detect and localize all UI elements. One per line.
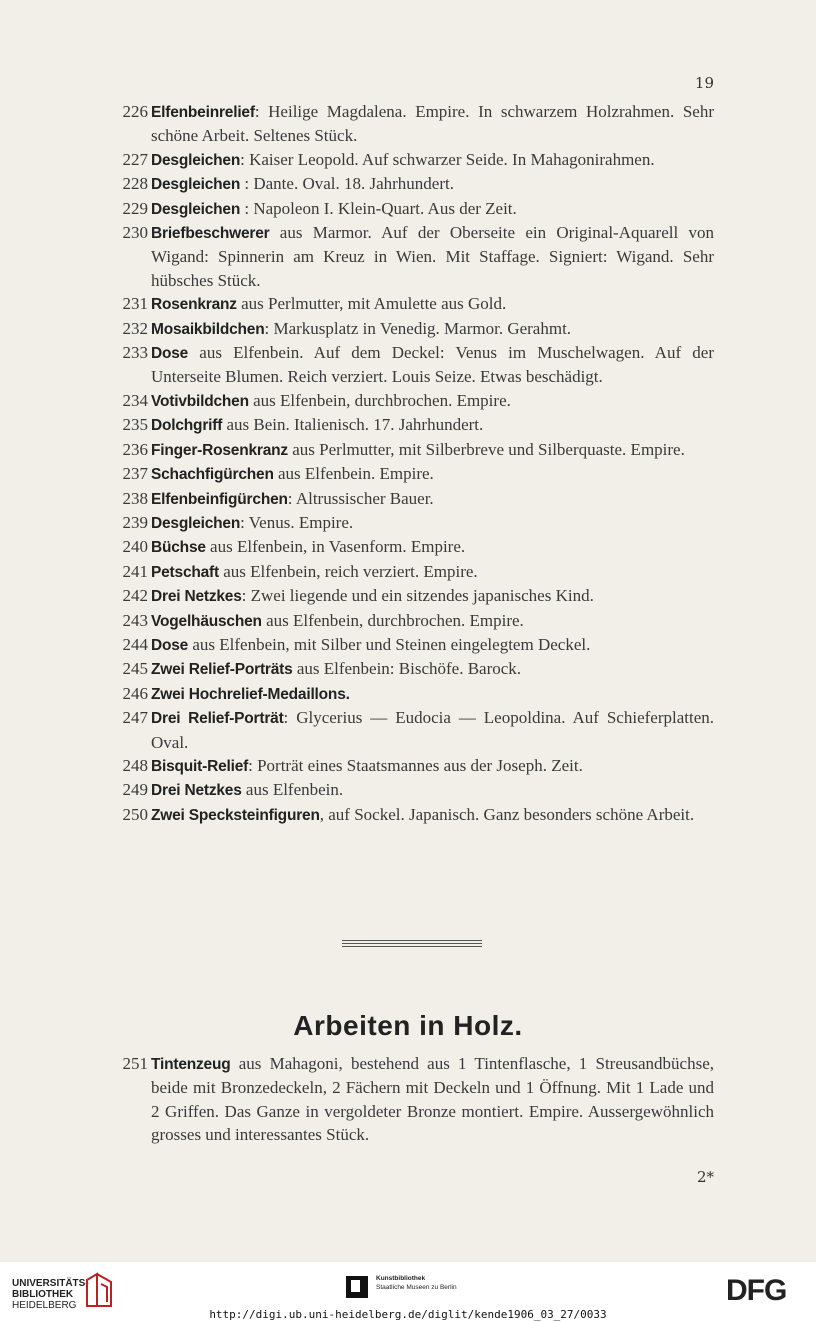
section-heading: Arbeiten in Holz.: [293, 1010, 523, 1041]
entry-keyword: Desgleichen: [151, 514, 241, 532]
entry-number: 246: [122, 683, 148, 703]
entry-keyword: Rosenkranz: [151, 296, 237, 314]
catalog-entry: [108, 100, 714, 148]
catalog-entry: [108, 487, 714, 511]
entry-description: : Porträt eines Staatsmannes aus der Joseph. Zeit.: [248, 755, 583, 775]
entry-number: 250: [122, 804, 148, 824]
entry-description: : Venus. Empire.: [240, 512, 354, 532]
entry-description: : Markusplatz in Venedig. Marmor. Gerahmt.: [264, 318, 572, 338]
entry-number: 229: [122, 198, 148, 218]
entry-description: aus Perlmutter, mit Amulette aus Gold.: [236, 294, 507, 314]
entry-number: 237: [122, 464, 148, 484]
entry-number: 231: [122, 294, 148, 314]
entry-number: 248: [122, 755, 148, 775]
entry-number: 249: [122, 780, 148, 800]
uni-line1: UNIVERSITÄTS-: [12, 1278, 89, 1289]
entry-number: 245: [122, 659, 148, 679]
entry-description: aus Elfenbein, durchbrochen. Empire.: [248, 390, 511, 410]
catalog-entry: [108, 221, 714, 292]
page-number: 19: [694, 74, 714, 92]
university-library-label[interactable]: [12, 1278, 89, 1311]
entry-description: aus Mahagoni, bestehend aus 1 Tintenflasche, 1 Streusandbüchse, beide mit Bronzedeckeln, 2 Fächern mit Deckeln und 1 Öffnung. Mit 1 Lade und 2 Griffen. Das Ganze in vergoldeter Bronze montiert. Empire. Aussergewöhnlich grosses und interessantes Stück.: [151, 1054, 714, 1145]
entry-number: 235: [122, 415, 148, 435]
entry-number: 230: [122, 223, 148, 243]
catalog-entry: [108, 754, 714, 778]
catalog-entry: [108, 292, 714, 316]
entry-description: aus Elfenbein, in Vasenform. Empire.: [205, 537, 466, 557]
entry-description: aus Marmor. Auf der Oberseite ein Original-Aquarell von Wigand: Spinnerin am Kreuz in Wien. Mit Staffage. Signiert: Wigand. Sehr hübsches Stück.: [151, 223, 714, 290]
entry-keyword: Zwei Specksteinfiguren: [151, 806, 320, 824]
footer-bar: [0, 1262, 816, 1322]
entry-number: 251: [122, 1054, 148, 1073]
source-url[interactable]: http://digi.ub.uni-heidelberg.de/diglit/kende1906_03_27/0033: [209, 1308, 607, 1321]
entry-keyword: Elfenbeinrelief: [151, 104, 255, 121]
entry-description: aus Elfenbein. Empire.: [273, 464, 434, 484]
entry-keyword: Desgleichen: [151, 200, 241, 218]
uni-line3: HEIDELBERG: [12, 1300, 77, 1311]
entry-keyword: Drei Netzkes: [151, 588, 242, 606]
signature-mark: 2*: [696, 1168, 714, 1186]
entry-number: 242: [122, 586, 148, 606]
entry-number: 244: [122, 634, 148, 654]
entry-number: 243: [122, 610, 148, 630]
dfg-logo[interactable]: DFG: [726, 1274, 787, 1307]
catalog-entry: [108, 706, 714, 754]
entry-keyword: Briefbeschwerer: [151, 225, 270, 243]
catalog-entry: [108, 511, 714, 535]
entry-keyword: Büchse: [151, 539, 206, 557]
catalog-entry: [108, 172, 714, 196]
uni-line2: BIBLIOTHEK: [12, 1289, 74, 1300]
university-logo-icon: [83, 1270, 117, 1310]
entry-description: aus Bein. Italienisch. 17. Jahrhundert.: [222, 415, 484, 435]
entry-keyword: Dolchgriff: [151, 417, 223, 435]
entry-description: : Zwei liegende und ein sitzendes japanisches Kind.: [241, 586, 594, 606]
entry-number: 240: [122, 537, 148, 557]
entry-keyword: Bisquit-Relief: [151, 757, 249, 775]
entry-number: 232: [122, 318, 148, 338]
kb-title: Kunstbibliothek: [376, 1275, 426, 1282]
catalog-entry: [108, 584, 714, 608]
catalog-entry: [108, 682, 714, 706]
entry-description: aus Elfenbein.: [241, 780, 344, 800]
entry-description: , auf Sockel. Japanisch. Ganz besonders schöne Arbeit.: [319, 804, 695, 824]
entry-number: 239: [122, 512, 148, 532]
kb-subtitle: Staatliche Museen zu Berlin: [376, 1284, 457, 1291]
section-separator: [342, 940, 482, 947]
entry-keyword: Desgleichen: [151, 151, 241, 169]
entry-keyword: Desgleichen: [151, 176, 241, 194]
kunstbibliothek-label[interactable]: [376, 1274, 457, 1292]
entry-keyword: Petschaft: [151, 563, 219, 581]
catalog-entry: [108, 778, 714, 802]
entry-description: : Glycerius — Eudocia — Leopoldina. Auf Schieferplatten. Oval.: [151, 708, 714, 752]
entry-keyword: Dose: [151, 636, 189, 654]
entry-number: 234: [122, 390, 148, 410]
entry-description: aus Elfenbein, reich verziert. Empire.: [218, 561, 478, 581]
entry-description: : Altrussischer Bauer.: [287, 488, 434, 508]
entry-keyword: Vogelhäuschen: [151, 612, 262, 630]
entry-keyword: Zwei Relief-Porträts: [151, 661, 293, 679]
entry-keyword: Tintenzeug: [151, 1056, 231, 1073]
entry-keyword: Drei Relief-Porträt: [151, 710, 284, 728]
entry-description: aus Elfenbein, durchbrochen. Empire.: [261, 610, 524, 630]
entry-number: 241: [122, 561, 148, 581]
catalog-entry: [108, 462, 714, 486]
catalog-entry: [108, 438, 714, 462]
catalog-entry: [108, 413, 714, 437]
catalog-entry: [108, 389, 714, 413]
entry-keyword: Zwei Hochrelief-Medaillons.: [151, 685, 350, 703]
entry-description: aus Perlmutter, mit Silberbreve und Silberquaste. Empire.: [288, 439, 685, 459]
kunstbibliothek-logo-icon: [346, 1276, 368, 1298]
entry-keyword: Votivbildchen: [151, 392, 249, 410]
entry-keyword: Mosaikbildchen: [151, 320, 265, 338]
catalog-entry: [108, 657, 714, 681]
catalog-entry: [108, 609, 714, 633]
entry-number: 247: [122, 708, 148, 728]
catalog-entries: [108, 100, 714, 827]
entry-number: 233: [122, 343, 148, 363]
entry-keyword: Schachfigürchen: [151, 466, 274, 484]
entry-description: : Heilige Magdalena. Empire. In schwarzem Holzrahmen. Sehr schöne Arbeit. Seltenes Stück.: [151, 102, 714, 146]
entry-description: aus Elfenbein. Auf dem Deckel: Venus im Muschelwagen. Auf der Unterseite Blumen. Reich verziert. Louis Seize. Etwas beschädigt.: [151, 343, 714, 387]
catalog-entry: [108, 341, 714, 389]
entry-keyword: Finger-Rosenkranz: [151, 441, 288, 459]
catalog-entry: [108, 560, 714, 584]
catalog-entry: [108, 535, 714, 559]
entry-number: 226: [122, 102, 148, 121]
catalog-entry: [108, 633, 714, 657]
catalog-entry: [108, 197, 714, 221]
entry-number: 227: [122, 149, 148, 169]
entry-keyword: Elfenbeinfigürchen: [151, 490, 288, 508]
entry-number: 236: [122, 439, 148, 459]
catalog-entry: [108, 1052, 714, 1147]
catalog-entry: [108, 317, 714, 341]
entry-description: aus Elfenbein: Bischöfe. Barock.: [292, 659, 522, 679]
catalog-entry: [108, 148, 714, 172]
entry-description: aus Elfenbein, mit Silber und Steinen eingelegtem Deckel.: [188, 634, 591, 654]
entry-description: : Dante. Oval. 18. Jahrhundert.: [240, 174, 454, 194]
entry-number: 238: [122, 488, 148, 508]
catalog-entry: [108, 803, 714, 827]
entry-keyword: Drei Netzkes: [151, 782, 242, 800]
catalog-entries-holz: [108, 1052, 714, 1147]
entry-keyword: Dose: [151, 345, 189, 363]
entry-description: : Napoleon I. Klein-Quart. Aus der Zeit.: [240, 198, 517, 218]
entry-number: 228: [122, 174, 148, 194]
entry-description: : Kaiser Leopold. Auf schwarzer Seide. In Mahagonirahmen.: [240, 149, 655, 169]
